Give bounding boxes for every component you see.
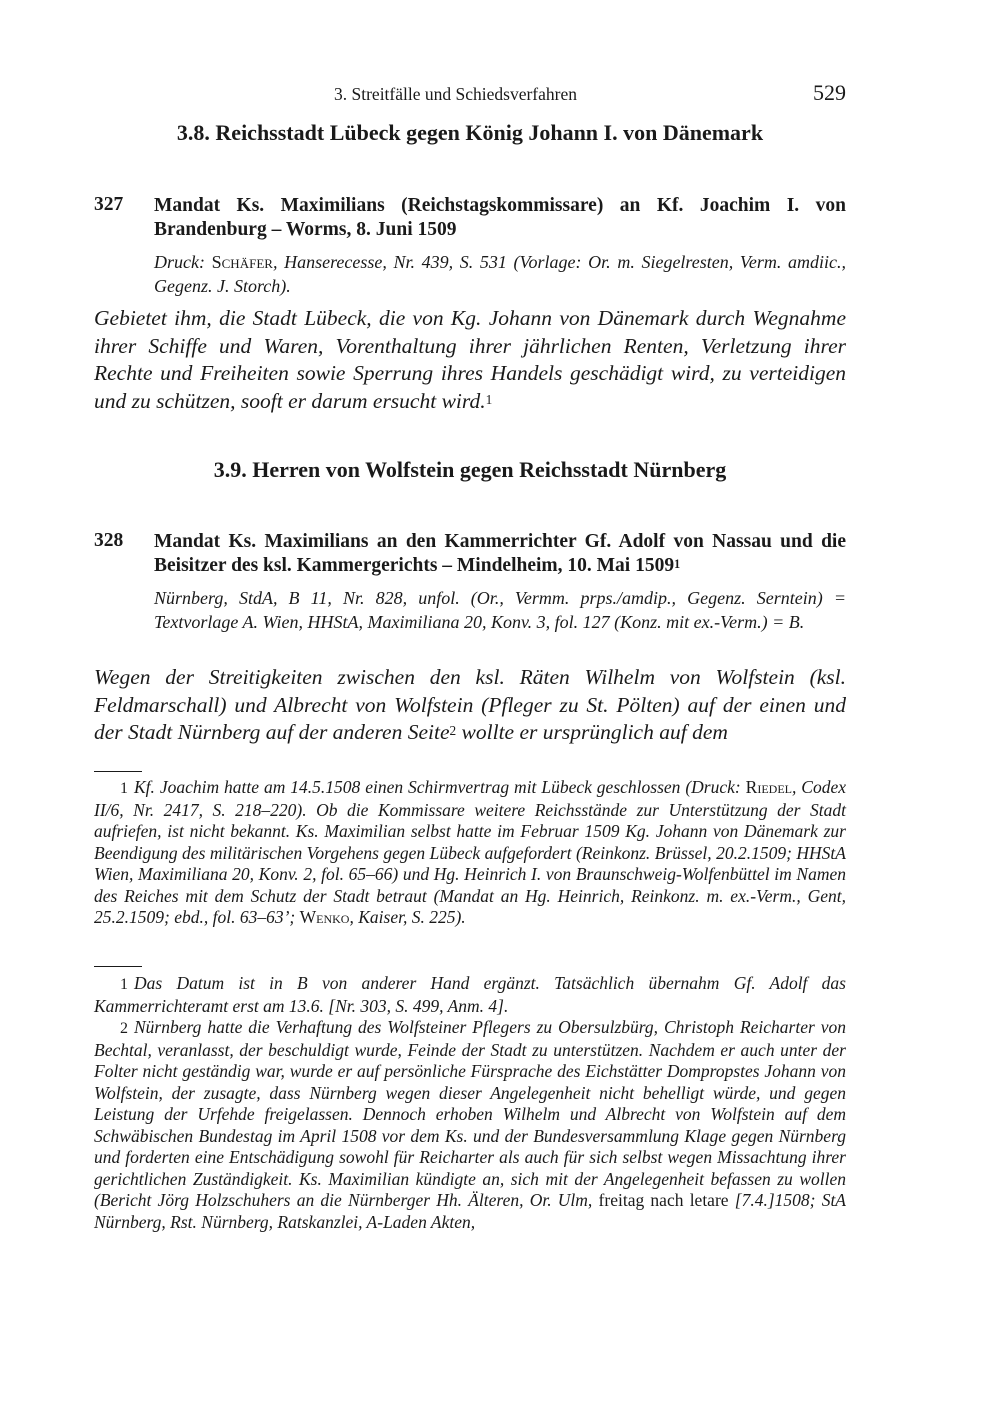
entry-title: Mandat Ks. Maximilians (Reichstagskommissare) an Kf. Joachim I. von Brandenburg – Worms, 8. Juni 1509: [154, 195, 846, 240]
footnote-text: , Codex II/6, Nr. 2417, S. 218–220). Ob die Kommissare weitere Reichsstände zur Unterstützung der Stadt aufriefen, ist nicht bekannt. Ks. Maximilian selbst hatte im Februar 1509 Kg. Johann von Dänemark zur Beendigung des militärischen Vorgehens gegen Lübeck aufgefordert (Reinkonz. Brüssel, 20.2.1509; HHStA Wien, Maximiliana 20, Konv. 2, fol. 65–66) und Hg. Heinrich I. von Braunschweig-Wolfenbüttel im Namen des Reiches mit dem Schutz der Stadt betraut (Mandat an Hg. Heinrich, Reinkonz. m. ex.-Verm., Gent, 25.2.1509; ebd., fol. 63–63’;: [94, 777, 846, 927]
footnote: [94, 1017, 846, 1233]
entry-number: 328: [94, 530, 124, 551]
footnote-text: Nürnberg hatte die Verhaftung des Wolfsteiner Pflegers zu Obersulzbürg, Christoph Reicharter von Bechtal, veranlasst, der beschuldigt wurde, Feinde der Stadt zu unterstützen. Nachdem er auch unter der Folter nicht geständig war, wurde er auf persönliche Fürsprache des Eichstätter Dompropstes Johann von Wolfstein, der zusagte, dass Nürnberg wegen dieser Angelegenheit nicht behelligt würde, und gegen Leistung der Urfehde freigelassen. Dennoch erhoben Wilhelm und Albrecht von Wolfstein auf dem Schwäbischen Bundestag im April 1508 vor dem Ks. und der Bundesversammlung Klage gegen Nürnberg und forderten eine Entschädigung sowohl für Reicharter als auch für sich selbst wegen Missachtung ihrer gerichtlichen Zuständigkeit. Ks. Maximilian kündigte an, sich mit der Angelegenheit befassen zu wollen (Bericht Jörg Holzschuhers an die Nürnberger Hh. Älteren, Or. Ulm,: [94, 1017, 846, 1210]
footnote-text: Das Datum ist in B von anderer Hand ergänzt. Tatsächlich übernahm Gf. Adolf das Kammerrichteramt erst am 13.6. [Nr. 303, S. 499, Anm. 4].: [94, 973, 846, 1016]
cited-author: Riedel: [745, 777, 792, 797]
entry-number: 327: [94, 194, 124, 215]
entry-source: [154, 250, 846, 298]
page-number: 529: [813, 80, 846, 105]
footnote: [94, 973, 846, 1017]
cited-author: Wenko: [299, 907, 350, 927]
summary-text: Gebietet ihm, die Stadt Lübeck, die von Kg. Johann von Dänemark durch Wegnahme ihrer Schiffe und Waren, Vorenthaltung ihrer jährlichen Renten, Verletzung ihrer Rechte und Freiheiten sowie Sperrung ihres Handels geschädigt wird, zu verteidigen und zu schützen, sooft er darum ersucht wird.: [94, 306, 846, 413]
footnote: [94, 777, 846, 929]
summary-text: Wegen der Streitigkeiten zwischen den ksl. Räten Wilhelm von Wolfstein (ksl. Feldmarschall) und Albrecht von Wolfstein (Pfleger zu St. Pölten) auf der einen und der Stadt Nürnberg auf der anderen Seite: [94, 665, 846, 744]
entry-summary: [94, 664, 846, 747]
entry-source: Nürnberg, StdA, B 11, Nr. 828, unfol. (Or., Vermm. prps./amdip., Gegenz. Serntein) = Textvorlage A. Wien, HHStA, Maximiliana 20, Konv. 3, fol. 127 (Konz. mit ex.-Verm.) = B.: [154, 588, 846, 632]
footnote-mark: 1: [120, 780, 128, 797]
section-heading: 3.8. Reichsstadt Lübeck gegen König Johann I. von Dänemark: [176, 120, 764, 145]
entry-summary: [94, 305, 846, 415]
running-head-title: 3. Streitfälle und Schiedsverfahren: [334, 84, 577, 104]
source-label: Druck:: [154, 252, 205, 272]
footnote-text: [7.4.]1508; StA Nürnberg, Rst. Nürnberg, Ratskanzlei, A-Laden Akten,: [94, 1190, 846, 1232]
footnote-reference: 1: [674, 557, 681, 571]
section-heading: 3.9. Herren von Wolfstein gegen Reichsstadt Nürnberg: [213, 457, 727, 482]
entry-title-text: Mandat Ks. Maximilians an den Kammerrichter Gf. Adolf von Nassau und die Beisitzer des ksl. Kammergerichts – Mindelheim, 10. Mai 1509: [154, 531, 846, 576]
footnote-mark: 2: [120, 1020, 128, 1037]
footnote-text-upright: freitag nach letare: [598, 1190, 729, 1210]
entry-title: [154, 530, 846, 578]
footnote-reference: 2: [449, 723, 457, 738]
footnote-mark: 1: [120, 976, 128, 993]
source-rest: , Hanserecesse, Nr. 439, S. 531 (Vorlage: Or. m. Siegelresten, Verm. amdiic., Gegenz. J. Storch).: [154, 252, 847, 296]
summary-text-continued: wollte er ursprünglich auf dem: [456, 720, 728, 744]
footnote-rule: [94, 966, 142, 967]
footnote-reference: 1: [485, 391, 493, 407]
running-head: [94, 80, 846, 108]
footnote-rule: [94, 771, 142, 772]
footnote-text: , Kaiser, S. 225).: [349, 907, 466, 927]
footnote-text: Kf. Joachim hatte am 14.5.1508 einen Schirmvertrag mit Lübeck geschlossen (Druck:: [134, 777, 746, 797]
source-author: Schäfer: [211, 252, 273, 272]
